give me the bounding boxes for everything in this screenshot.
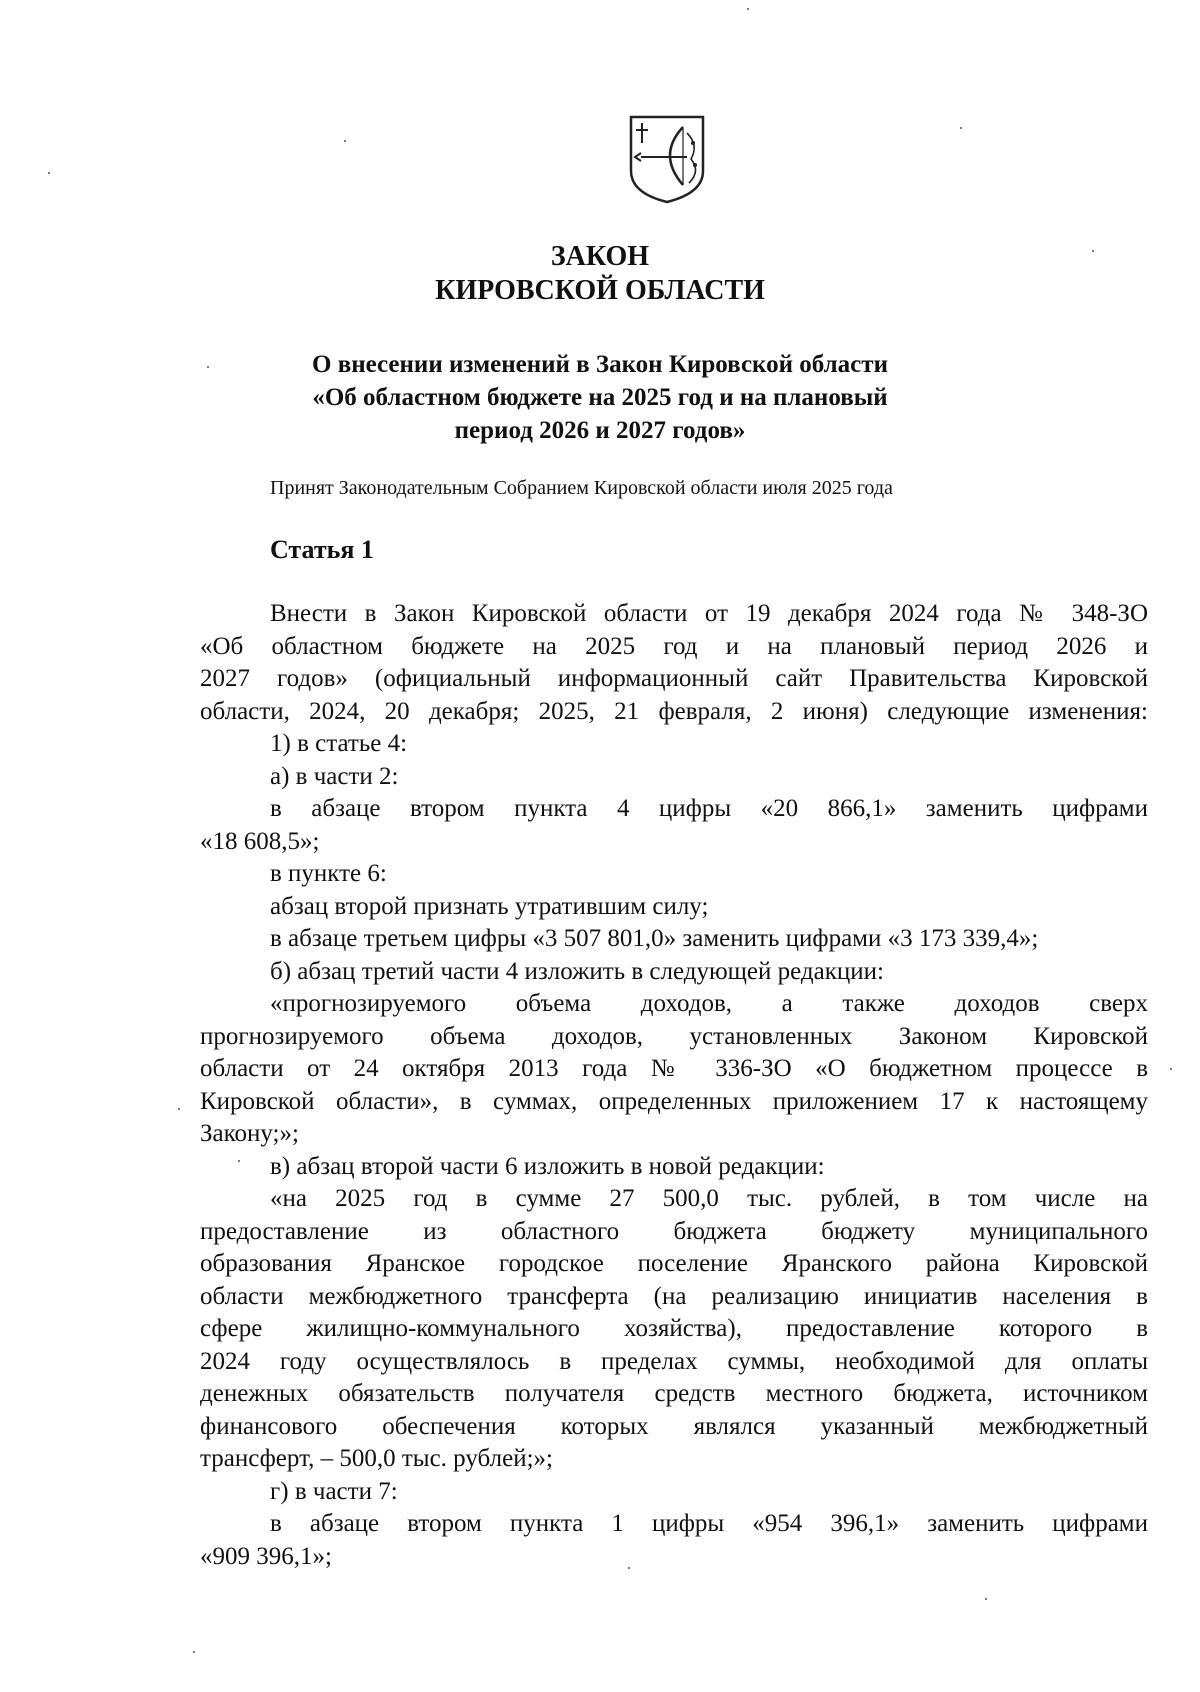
coat-of-arms-icon bbox=[627, 113, 707, 205]
body-line: «на 2025 год в сумме 27 500,0 тыс. рублей, в том числе на bbox=[270, 1185, 1148, 1212]
body-line: в) абзац второй части 6 изложить в новой редакции: bbox=[270, 1152, 825, 1180]
scan-speck bbox=[628, 1567, 630, 1569]
scan-speck bbox=[193, 1651, 195, 1653]
body-line: в пункте 6: bbox=[270, 860, 387, 887]
body-line: 1) в статье 4: bbox=[270, 730, 408, 757]
law-subtitle-line: период 2026 и 2027 годов» bbox=[454, 417, 746, 444]
body-line: области межбюджетного трансферта (на реализацию инициатив населения в bbox=[200, 1282, 1148, 1310]
law-subtitle bbox=[0, 348, 1200, 447]
scan-speck bbox=[48, 172, 50, 174]
body-line: б) абзац третий части 4 изложить в следующей редакции: bbox=[270, 957, 884, 985]
body-line: г) в части 7: bbox=[270, 1477, 398, 1505]
body-line: Закону;»; bbox=[200, 1120, 299, 1147]
body-line: в абзаце втором пункта 4 цифры «20 866,1» заменить цифрами bbox=[270, 795, 1148, 822]
scan-speck bbox=[238, 1160, 240, 1162]
body-line: Внести в Закон Кировской области от 19 декабря 2024 года № 348-ЗО bbox=[270, 600, 1148, 627]
adoption-note: Принят Законодательным Собранием Кировской области июля 2025 года bbox=[270, 477, 893, 499]
body-line: предоставление из областного бюджета бюджету муниципального bbox=[200, 1217, 1148, 1245]
body-line: прогнозируемого объема доходов, установленных Законом Кировской bbox=[200, 1022, 1148, 1050]
scan-speck bbox=[747, 8, 749, 10]
body-line: «909 396,1»; bbox=[200, 1542, 332, 1570]
body-line: «прогнозируемого объема доходов, а также доходов сверх bbox=[270, 990, 1148, 1017]
body-line: в абзаце втором пункта 1 цифры «954 396,1» заменить цифрами bbox=[270, 1510, 1148, 1537]
body-line: области от 24 октября 2013 года № 336-ЗО «О бюджетном процессе в bbox=[200, 1055, 1148, 1082]
body-line: трансферт, – 500,0 тыс. рублей;»; bbox=[200, 1445, 553, 1472]
scan-speck bbox=[1092, 250, 1094, 252]
law-subtitle-line: «Об областном бюджете на 2025 год и на плановый bbox=[312, 384, 888, 411]
body-line: абзац второй признать утратившим силу; bbox=[270, 892, 709, 920]
body-line: области, 2024, 20 декабря; 2025, 21 февраля, 2 июня) следующие изменения: bbox=[200, 697, 1148, 725]
body-line: «Об областном бюджете на 2025 год и на плановый период 2026 и bbox=[200, 632, 1148, 660]
body-line: 2027 годов» (официальный информационный сайт Правительства Кировской bbox=[200, 665, 1148, 692]
body-line: Кировской области», в суммах, определенных приложением 17 к настоящему bbox=[200, 1087, 1148, 1115]
body-line: 2024 году осуществлялось в пределах суммы, необходимой для оплаты bbox=[200, 1347, 1148, 1375]
body-line: «18 608,5»; bbox=[200, 827, 320, 855]
article-body bbox=[200, 598, 1148, 1573]
body-line: финансового обеспечения которых являлся указанный межбюджетный bbox=[200, 1412, 1148, 1440]
body-line: образования Яранское городское поселение Яранского района Кировской bbox=[200, 1250, 1148, 1277]
law-title bbox=[0, 240, 1200, 308]
scan-speck bbox=[1170, 1068, 1172, 1070]
law-title-line: КИРОВСКОЙ ОБЛАСТИ bbox=[435, 275, 765, 306]
scan-speck bbox=[178, 1108, 180, 1110]
law-title-line: ЗАКОН bbox=[550, 241, 650, 272]
scan-speck bbox=[960, 127, 962, 129]
scan-speck bbox=[207, 366, 209, 368]
article-heading: Статья 1 bbox=[270, 535, 374, 564]
law-subtitle-line: О внесении изменений в Закон Кировской области bbox=[312, 351, 888, 378]
body-line: денежных обязательств получателя средств местного бюджета, источником bbox=[200, 1380, 1148, 1407]
body-line: в абзаце третьем цифры «3 507 801,0» заменить цифрами «3 173 339,4»; bbox=[270, 925, 1039, 952]
body-line: сфере жилищно-коммунального хозяйства), предоставление которого в bbox=[200, 1315, 1148, 1342]
scan-speck bbox=[344, 140, 346, 142]
body-line: а) в части 2: bbox=[270, 762, 399, 790]
scan-speck bbox=[985, 1598, 987, 1600]
